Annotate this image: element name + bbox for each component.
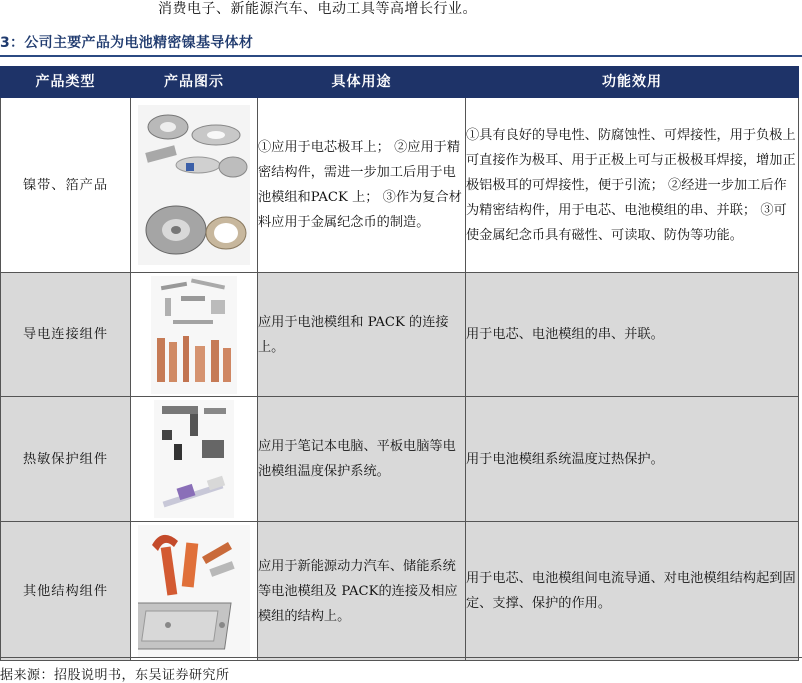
table-row [1,98,799,273]
header-product-image: 产品图示 [131,67,258,98]
caption-divider [0,55,802,57]
nickel-strip-coil-image [131,98,258,273]
structural-component-image [131,522,258,661]
row-function: 用于电芯、电池模组的串、并联。 [466,273,799,397]
row-use: 应用于电池模组和 PACK 的连接上。 [258,273,466,397]
thermal-protection-image [131,397,258,522]
intro-text-line: 消费电子、新能源汽车、电动工具等高增长行业。 [158,1,477,17]
conductive-connector-image [131,273,258,397]
row-type: 导电连接组件 [1,273,131,397]
header-specific-use: 具体用途 [258,67,466,98]
row-function: 用于电池模组系统温度过热保护。 [466,397,799,522]
row-type: 其他结构组件 [1,522,131,661]
row-use: 应用于笔记本电脑、平板电脑等电池模组温度保护系统。 [258,397,466,522]
row-use: 应用于新能源动力汽车、储能系统等电池模组及 PACK的连接及相应模组的结构上。 [258,522,466,661]
source-note: 据来源：招股说明书，东吴证券研究所 [0,668,230,683]
figure-caption: 3：公司主要产品为电池精密镍基导体材 [0,35,254,51]
footer-divider [0,657,802,658]
row-function: ①具有良好的导电性、防腐蚀性、可焊接性，用于负极上可直接作为极耳、用于正极上可与正极极耳焊接，增加正极铝极耳的可焊接性，便于引流； ②经进一步加工后作为精密结构件，用于电芯、电池模组的串、并联； ③可使金属纪念币具有磁性、可读取、防伪等功能。 [466,98,799,273]
table-row [1,273,799,397]
table-header-row [1,67,799,98]
row-function: 用于电芯、电池模组间电流导通、对电池模组结构起到固定、支撑、保护的作用。 [466,522,799,661]
header-function: 功能效用 [466,67,799,98]
row-use: ①应用于电芯极耳上； ②应用于精密结构件，需进一步加工后用于电池模组和PACK 上； ③作为复合材料应用于金属纪念币的制造。 [258,98,466,273]
products-table [0,66,799,661]
header-product-type: 产品类型 [1,67,131,98]
table-row [1,397,799,522]
row-type: 镍带、箔产品 [1,98,131,273]
table-row [1,522,799,661]
row-type: 热敏保护组件 [1,397,131,522]
